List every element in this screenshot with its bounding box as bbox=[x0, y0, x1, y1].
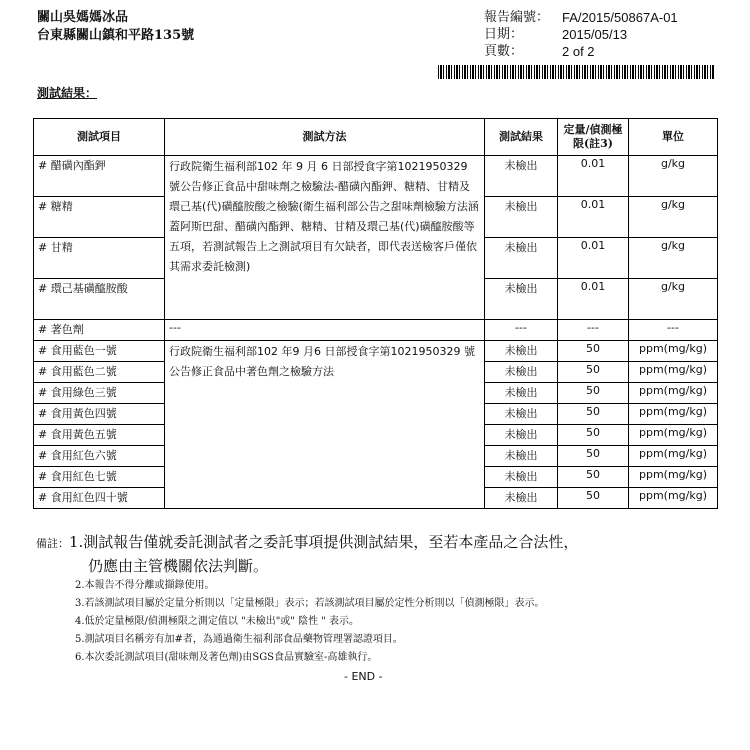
note-1-continued: 仍應由主管機關依法判斷。 bbox=[88, 557, 269, 575]
limit-cell: 0.01 bbox=[558, 279, 629, 320]
result-cell: 未檢出 bbox=[485, 341, 558, 362]
limit-cell: 50 bbox=[558, 383, 629, 404]
unit-cell: --- bbox=[629, 320, 718, 341]
company-address: 台東縣關山鎮和平路135號 bbox=[37, 28, 195, 43]
limit-cell: 0.01 bbox=[558, 156, 629, 197]
limit-cell: 0.01 bbox=[558, 238, 629, 279]
result-cell: 未檢出 bbox=[485, 488, 558, 509]
note-1 bbox=[36, 531, 578, 555]
header-result: 測試結果 bbox=[485, 119, 558, 156]
result-cell: 未檢出 bbox=[485, 279, 558, 320]
limit-cell: 50 bbox=[558, 341, 629, 362]
color-method-cell: 行政院衛生福利部102 年9 月6 日部授食字第1021950329 號公告修正食品中著色劑之檢驗方法 bbox=[165, 341, 485, 509]
header-unit: 單位 bbox=[629, 119, 718, 156]
end-marker: - END - bbox=[344, 670, 383, 683]
limit-cell: 50 bbox=[558, 362, 629, 383]
note-4: 4.低於定量極限/偵測極限之測定值以 "未檢出"或" 陰性 " 表示。 bbox=[75, 616, 360, 627]
company-name: 關山吳媽媽冰品 bbox=[37, 10, 129, 25]
report-number-row bbox=[484, 9, 678, 26]
limit-cell: 50 bbox=[558, 488, 629, 509]
item-cell: # 食用紅色六號 bbox=[34, 446, 165, 467]
page-count-value: 2 of 2 bbox=[562, 44, 595, 59]
item-cell: # 食用黃色四號 bbox=[34, 404, 165, 425]
note-6: 6.本次委託測試項目(甜味劑及著色劑)由SGS食品實驗室-高雄執行。 bbox=[75, 652, 378, 663]
limit-cell: 0.01 bbox=[558, 197, 629, 238]
item-cell: # 食用紅色七號 bbox=[34, 467, 165, 488]
table-header-row bbox=[34, 119, 718, 156]
result-cell: 未檢出 bbox=[485, 467, 558, 488]
item-cell: # 食用紅色四十號 bbox=[34, 488, 165, 509]
table-row bbox=[34, 156, 718, 197]
item-cell: # 食用藍色一號 bbox=[34, 341, 165, 362]
result-cell: 未檢出 bbox=[485, 197, 558, 238]
item-cell: # 著色劑 bbox=[34, 320, 165, 341]
header-method: 測試方法 bbox=[165, 119, 485, 156]
unit-cell: g/kg bbox=[629, 279, 718, 320]
barcode bbox=[438, 65, 714, 79]
note-5: 5.測試項目名稱旁有加#者，為通過衛生福利部食品藥物管理署認證項目。 bbox=[75, 634, 403, 645]
limit-cell: 50 bbox=[558, 425, 629, 446]
unit-cell: ppm(mg/kg) bbox=[629, 341, 718, 362]
unit-cell: ppm(mg/kg) bbox=[629, 383, 718, 404]
limit-cell: 50 bbox=[558, 467, 629, 488]
report-date-value: 2015/05/13 bbox=[562, 27, 628, 42]
method-cell: --- bbox=[165, 320, 485, 341]
header-limit: 定量/偵測極限(註3) bbox=[558, 119, 629, 156]
item-cell: # 食用藍色二號 bbox=[34, 362, 165, 383]
result-cell: 未檢出 bbox=[485, 156, 558, 197]
limit-cell: --- bbox=[558, 320, 629, 341]
notes-label: 備註： bbox=[36, 537, 69, 550]
unit-cell: ppm(mg/kg) bbox=[629, 488, 718, 509]
note-2: 2.本報告不得分離或擷錄使用。 bbox=[75, 580, 215, 591]
result-cell: --- bbox=[485, 320, 558, 341]
sweetener-method-cell: 行政院衛生福利部102 年 9 月 6 日部授食字第1021950329 號公告修正食品中甜味劑之檢驗法-醋磺內酯鉀、糖精、甘精及環己基(代)磺醯胺酸之檢驗(衛生福利部公告之甜味劑檢驗方法涵蓋阿斯巴甜、醋磺內酯鉀、糖精、甘精及環己基(代)磺醯胺酸等五項，若測試報告上之測試項目有欠缺者，即代表送檢客戶僅依其需求委託檢測) bbox=[165, 156, 485, 320]
item-cell: # 醋磺內酯鉀 bbox=[34, 156, 165, 197]
result-cell: 未檢出 bbox=[485, 238, 558, 279]
item-cell: # 食用綠色三號 bbox=[34, 383, 165, 404]
item-cell: # 環己基磺醯胺酸 bbox=[34, 279, 165, 320]
notes-section bbox=[36, 531, 578, 667]
item-cell: # 甘精 bbox=[34, 238, 165, 279]
unit-cell: ppm(mg/kg) bbox=[629, 467, 718, 488]
result-cell: 未檢出 bbox=[485, 446, 558, 467]
unit-cell: g/kg bbox=[629, 238, 718, 279]
unit-cell: g/kg bbox=[629, 197, 718, 238]
page-count-row bbox=[484, 43, 678, 60]
unit-cell: ppm(mg/kg) bbox=[629, 362, 718, 383]
unit-cell: g/kg bbox=[629, 156, 718, 197]
results-table bbox=[33, 118, 718, 509]
unit-cell: ppm(mg/kg) bbox=[629, 425, 718, 446]
limit-cell: 50 bbox=[558, 446, 629, 467]
report-number-label: 報告編號： bbox=[484, 10, 550, 25]
report-meta bbox=[484, 9, 678, 60]
report-date-label: 日期： bbox=[484, 27, 524, 42]
report-date-row bbox=[484, 26, 678, 43]
table-row bbox=[34, 341, 718, 362]
unit-cell: ppm(mg/kg) bbox=[629, 404, 718, 425]
result-cell: 未檢出 bbox=[485, 404, 558, 425]
page-count-label: 頁數： bbox=[484, 44, 524, 59]
result-cell: 未檢出 bbox=[485, 383, 558, 404]
note-1-text: 1.測試報告僅就委託測試者之委託事項提供測試結果，至若本產品之合法性， bbox=[69, 533, 579, 551]
result-cell: 未檢出 bbox=[485, 362, 558, 383]
report-number-value: FA/2015/50867A-01 bbox=[562, 10, 678, 25]
item-cell: # 食用黃色五號 bbox=[34, 425, 165, 446]
section-title: 測試結果： bbox=[37, 86, 98, 100]
item-cell: # 糖精 bbox=[34, 197, 165, 238]
result-cell: 未檢出 bbox=[485, 425, 558, 446]
unit-cell: ppm(mg/kg) bbox=[629, 446, 718, 467]
table-row bbox=[34, 320, 718, 341]
header-item: 測試項目 bbox=[34, 119, 165, 156]
client-info bbox=[37, 9, 194, 45]
limit-cell: 50 bbox=[558, 404, 629, 425]
note-3: 3.若該測試項目屬於定量分析則以「定量極限」表示；若該測試項目屬於定性分析則以「偵測極限」表示。 bbox=[75, 598, 545, 609]
